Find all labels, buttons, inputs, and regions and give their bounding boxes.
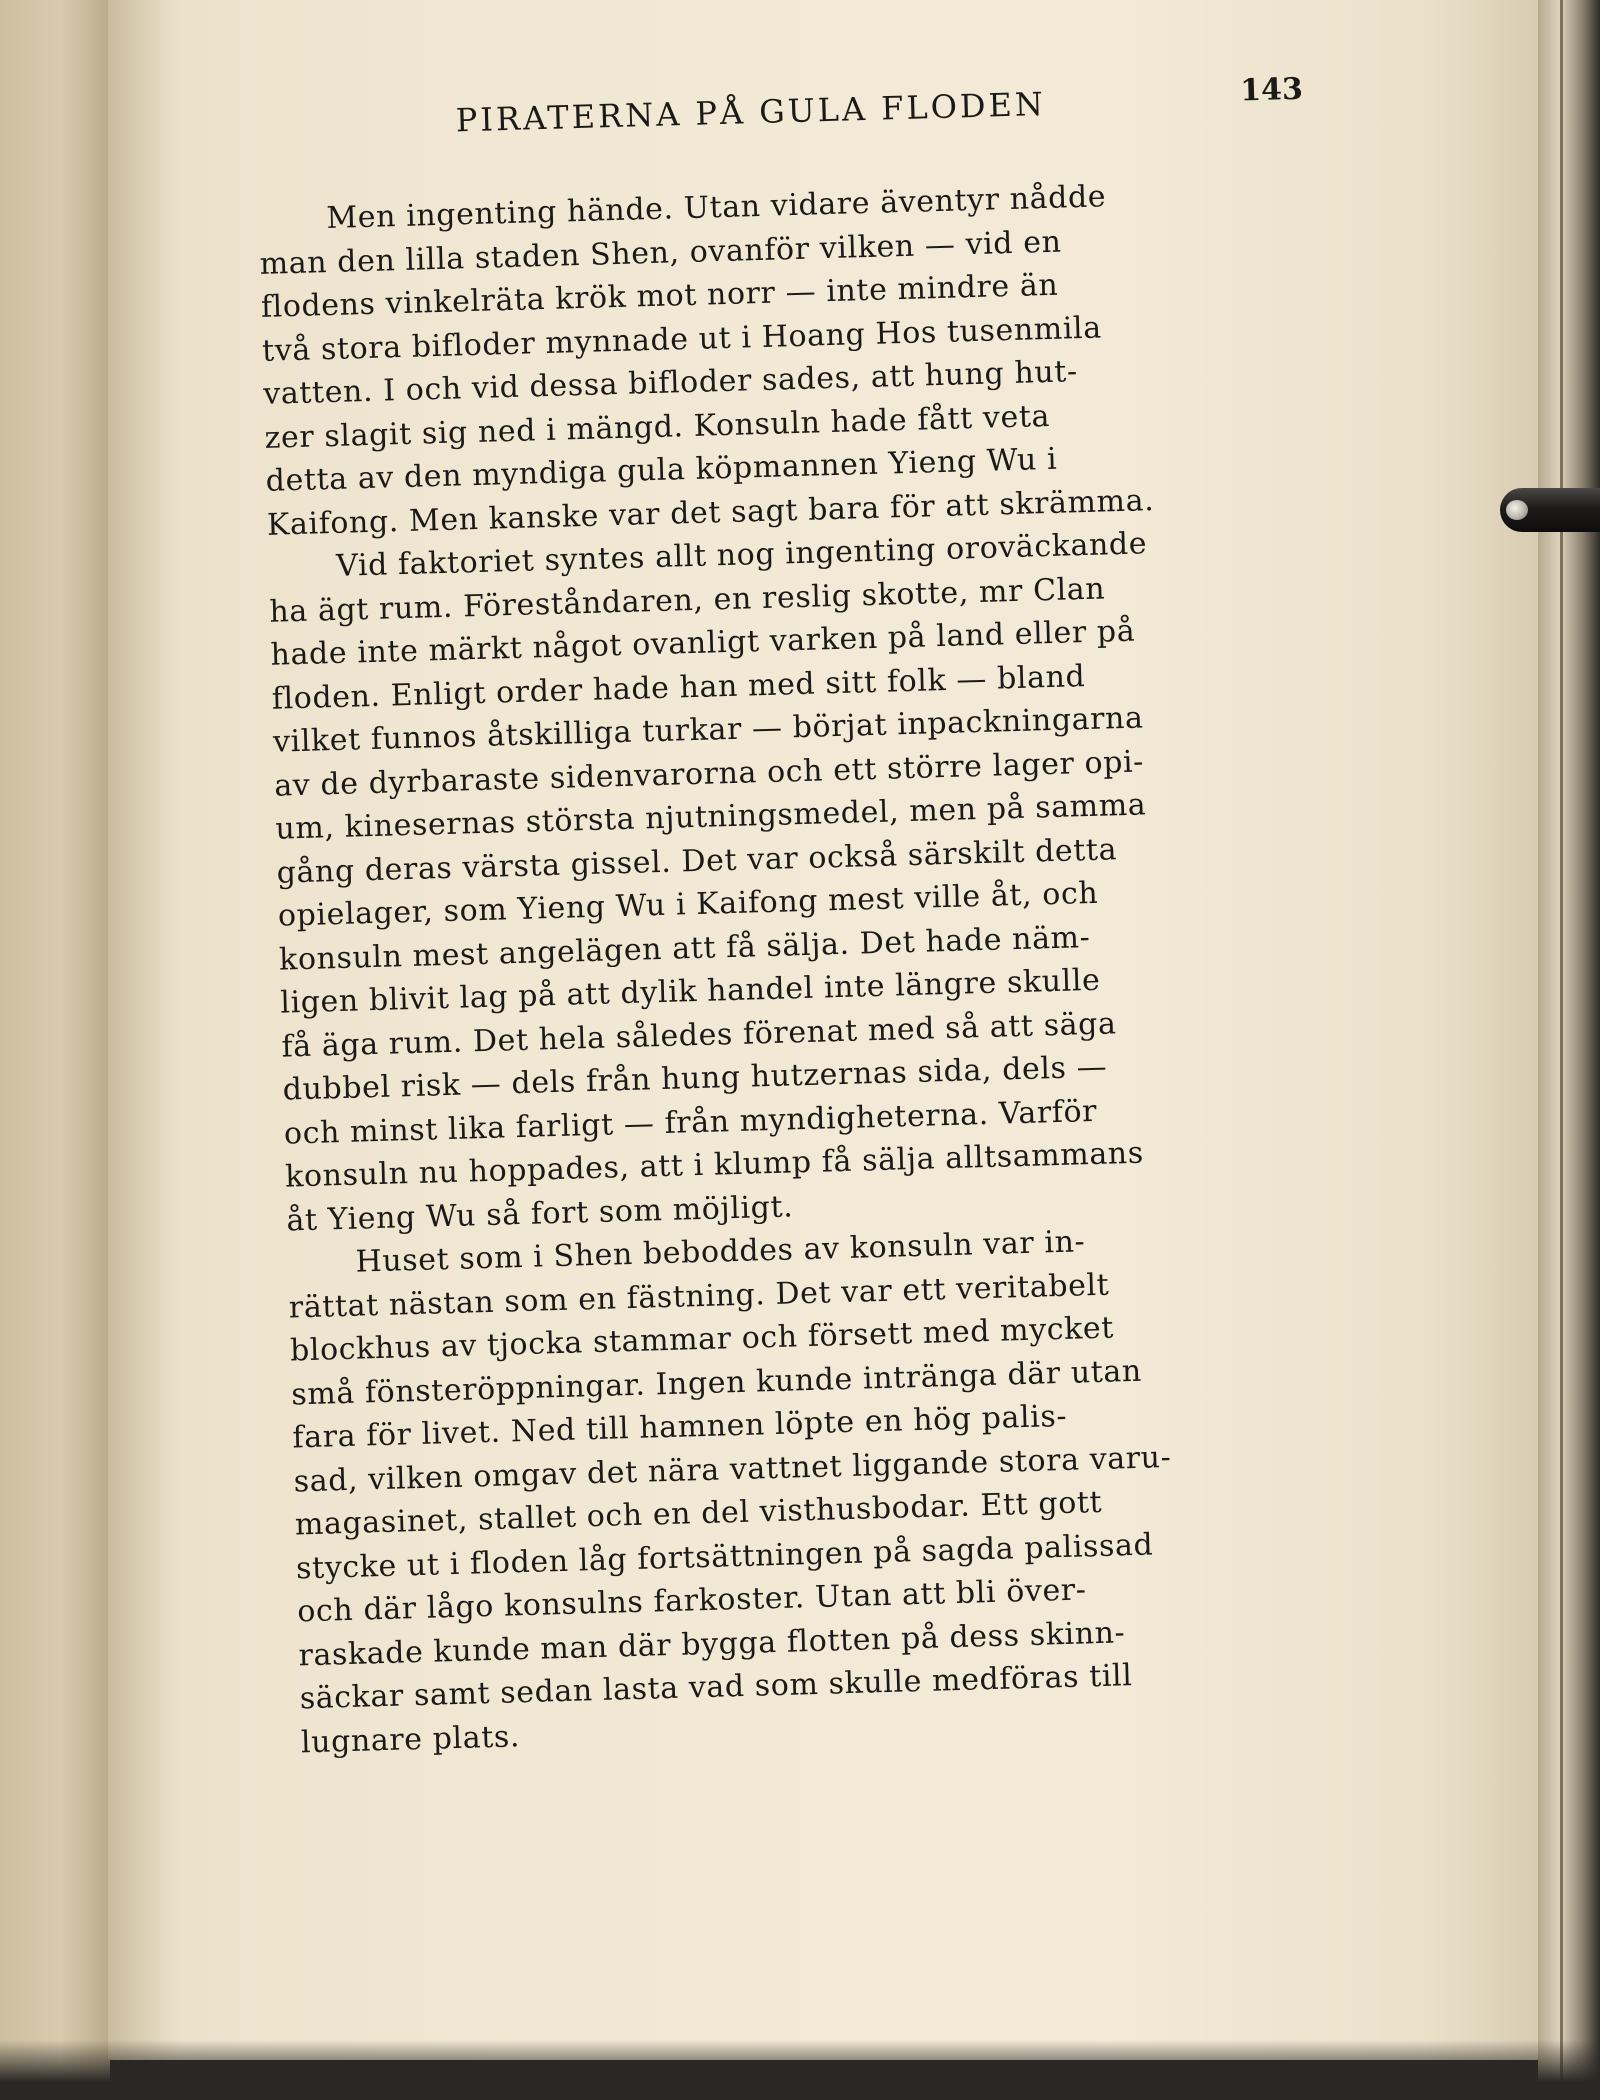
text-line: Men ingenting hände. Utan vidare äventyr nådde bbox=[325, 179, 1107, 237]
text-line: man den lilla staden Shen, ovanför vilken — vid en bbox=[259, 224, 1062, 282]
text-line: av de dyrbaraste sidenvarorna och ett större lager opi- bbox=[273, 743, 1145, 804]
text-line: två stora bifloder mynnade ut i Hoang Hos tusenmila bbox=[261, 309, 1103, 369]
text-line: Kaifong. Men kanske var det sagt bara för att skrämma. bbox=[266, 482, 1155, 543]
text-line: konsuln mest angelägen att få sälja. Det hade näm- bbox=[278, 919, 1091, 978]
running-head: PIRATERNA PÅ GULA FLODEN bbox=[455, 84, 1047, 140]
text-line: och minst lika farligt — från myndigheterna. Varför bbox=[283, 1093, 1098, 1152]
text-line: floden. Enligt order hade han med sitt folk — bland bbox=[271, 658, 1086, 717]
text-line: blockhus av tjocka stammar och försett med mycket bbox=[289, 1310, 1115, 1369]
page-edges bbox=[1538, 0, 1600, 2100]
pen-clip-icon bbox=[1506, 500, 1528, 520]
text-line: ha ägt rum. Föreståndaren, en reslig skotte, mr Clan bbox=[268, 570, 1106, 630]
text-line: flodens vinkelräta krök mot norr — inte mindre än bbox=[260, 267, 1059, 325]
text-line: rättat nästan som en fästning. Det var ett veritabelt bbox=[288, 1267, 1110, 1326]
book-gutter bbox=[0, 0, 110, 2100]
body-text bbox=[258, 169, 1361, 1764]
text-line: få äga rum. Det hela således förenat med så att säga bbox=[281, 1005, 1117, 1065]
text-line: fara för livet. Ned till hamnen löpte en hög palis- bbox=[292, 1398, 1068, 1456]
text-line: säckar samt sedan lasta vad som skulle medföras till bbox=[299, 1658, 1133, 1717]
text-line: raskade kunde man där bygga flotten på dess skinn- bbox=[298, 1614, 1126, 1673]
text-line: åt Yieng Wu så fort som möjligt. bbox=[285, 1188, 794, 1239]
text-line: lugnare plats. bbox=[300, 1718, 521, 1760]
text-line: opielager, som Yieng Wu i Kaifong mest ville åt, och bbox=[277, 875, 1099, 934]
page-text-block bbox=[255, 65, 1361, 1764]
page-edge-line bbox=[1560, 0, 1563, 2100]
text-line: stycke ut i floden låg fortsättningen på sagda palissad bbox=[295, 1526, 1154, 1586]
bottom-shadow bbox=[0, 2040, 1600, 2100]
text-line: och där lågo konsulns farkoster. Utan att bli över- bbox=[296, 1572, 1087, 1630]
text-line: zer slagit sig ned i mängd. Konsuln hade fått veta bbox=[264, 398, 1051, 456]
text-line: Vid faktoriet syntes allt nog ingenting oroväckande bbox=[335, 526, 1148, 584]
text-line: hade inte märkt något ovanligt varken på land eller på bbox=[270, 613, 1136, 673]
text-line: ligen blivit lag på att dylik handel inte längre skulle bbox=[279, 962, 1101, 1021]
text-line: detta av den myndiga gula köpmannen Yieng Wu i bbox=[265, 441, 1058, 499]
text-line: gång deras värsta gissel. Det var också särskilt detta bbox=[276, 831, 1118, 891]
text-line: um, kinesernas största njutningsmedel, men på samma bbox=[275, 787, 1147, 847]
text-line: magasinet, stallet och en del visthusbodar. Ett gott bbox=[294, 1484, 1103, 1543]
text-line: vatten. I och vid dessa bifloder sades, att hung hut- bbox=[262, 354, 1079, 412]
text-line: dubbel risk — dels från hung hutzernas sida, dels — bbox=[282, 1049, 1108, 1108]
text-line: små fönsteröppningar. Ingen kunde intränga där utan bbox=[290, 1353, 1143, 1412]
text-line: Huset som i Shen beboddes av konsuln var in- bbox=[355, 1224, 1086, 1280]
text-line: sad, vilken omgav det nära vattnet liggande stora varu- bbox=[293, 1439, 1172, 1499]
page-number: 143 bbox=[1239, 71, 1304, 109]
text-line: konsuln nu hoppades, att i klump få sälja alltsammans bbox=[284, 1135, 1145, 1195]
text-line: vilket funnos åtskilliga turkar — börjat inpackningarna bbox=[272, 700, 1144, 760]
